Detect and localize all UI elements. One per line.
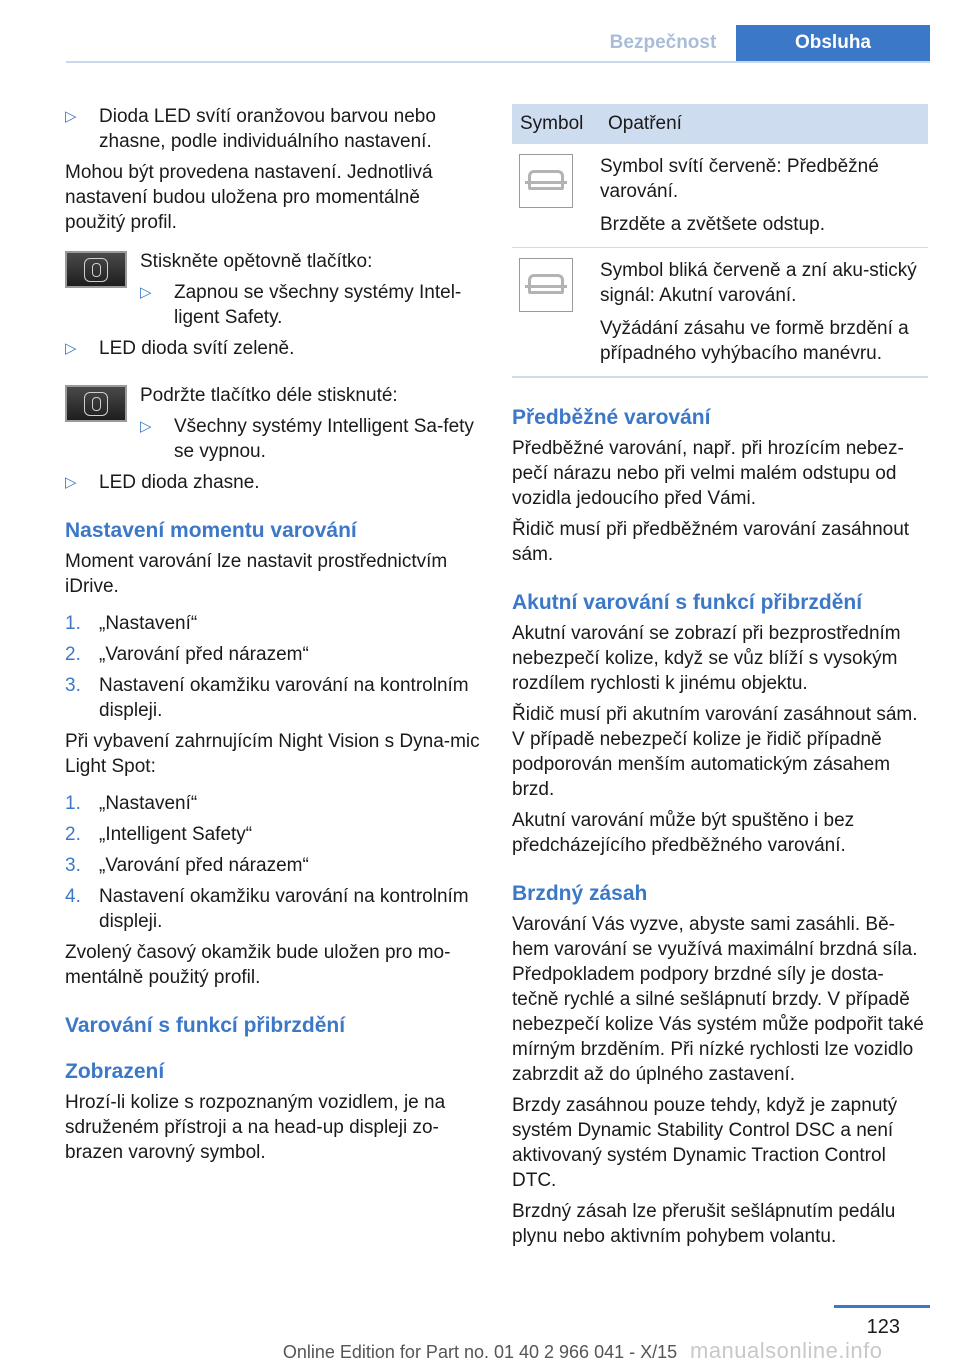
table-header <box>512 104 928 144</box>
column-header-opatreni: Opatření <box>608 113 682 134</box>
paragraph: Hrozí-li kolize s rozpoznaným vozidlem, je na sdruženém přístroji a na head-up displeji zo-brazen varovný symbol. <box>65 1092 446 1163</box>
section-heading: Akutní varování s funkcí přibrzdění <box>512 591 863 614</box>
tab-bezpecnost: Bezpečnost <box>609 32 717 53</box>
list-number: 4. <box>65 886 81 907</box>
section-heading: Zobrazení <box>65 1060 165 1083</box>
triangle-bullet-icon: ▷ <box>140 284 152 301</box>
symbol-table <box>512 104 928 378</box>
paragraph: Akutní varování se zobrazí při bezprostředním nebezpečí kolize, když se vůz blíží s vysokým rozdílem rychlosti k jinému objektu. <box>512 623 901 694</box>
list-text: „Varování před nárazem“ <box>99 855 309 876</box>
paragraph: Brzdný zásah lze přerušit sešlápnutím pedálu plynu nebo aktivním pohybem volantu. <box>512 1201 896 1247</box>
paragraph: Mohou být provedena nastavení. Jednotlivá nastavení budou uložena pro momentálně použitý profil. <box>65 162 433 233</box>
page-number: 123 <box>866 1316 900 1338</box>
paragraph: Akutní varování může být spuštěno i bez předcházejícího předběžného varování. <box>512 810 855 856</box>
bullet-item: ▷ LED dioda svítí zeleně. <box>65 338 295 359</box>
edition-footer: Online Edition for Part no. 01 40 2 966 041 - X/15 <box>282 1342 678 1362</box>
list-item <box>65 611 480 636</box>
list-item <box>65 822 480 847</box>
section-heading: Nastavení momentu varování <box>65 519 357 542</box>
paragraph: Předběžné varování, např. při hrozícím nebez-pečí nárazu nebo při velmi malém odstupu od vozidla jedoucího před Vámi. <box>512 438 904 509</box>
numbered-list <box>65 791 480 934</box>
list-text: „Nastavení“ <box>99 793 198 814</box>
table-row: Symbol bliká červeně a zní aku-stický signál: Akutní varování. Vyžádání zásahu ve formě brzdění a případného vyhýbacího manévru. <box>512 248 928 378</box>
bullet-item: ▷ LED dioda zhasne. <box>65 472 260 493</box>
list-item <box>65 853 480 878</box>
safety-button-image <box>65 385 127 422</box>
header-rule <box>66 61 930 63</box>
intelligent-safety-icon <box>84 258 108 282</box>
paragraph: Moment varování lze nastavit prostřednictvím iDrive. <box>65 551 448 597</box>
button-instruction: Stiskněte opětovně tlačítko: ▷ Zapnou se všechny systémy Intel-ligent Safety. <box>65 249 480 330</box>
paragraph: Při vybavení zahrnujícím Night Vision s Dyna-mic Light Spot: <box>65 731 480 777</box>
button-instruction: Podržte tlačítko déle stisknuté: ▷ Všechny systémy Intelligent Sa-fety se vypnou. <box>65 383 480 464</box>
bullet-item: ▷ Dioda LED svítí oranžovou barvou nebo zhasne, podle individuálního nastavení. <box>65 106 436 152</box>
list-item <box>65 642 480 667</box>
list-number: 3. <box>65 855 81 876</box>
paragraph: Řidič musí při akutním varování zasáhnout sám. V případě nebezpečí kolize je řidič případně podporován menším automatickým zásahem brzd. <box>512 704 918 800</box>
list-number: 1. <box>65 793 81 814</box>
triangle-bullet-icon: ▷ <box>65 340 77 357</box>
list-text: Nastavení okamžiku varování na kontrolním displeji. <box>99 675 469 721</box>
list-number: 1. <box>65 613 81 634</box>
list-number: 2. <box>65 824 81 845</box>
intelligent-safety-icon <box>84 392 108 416</box>
car-warning-symbol-icon <box>519 154 573 208</box>
tab-obsluha: Obsluha <box>736 25 930 63</box>
section-heading: Předběžné varování <box>512 406 711 429</box>
list-item <box>65 791 480 816</box>
safety-button-image <box>65 251 127 288</box>
paragraph: Brzdy zasáhnou pouze tehdy, když je zapnutý systém Dynamic Stability Control DSC a není aktivovaný systém Dynamic Traction Control DTC. <box>512 1095 898 1191</box>
list-number: 3. <box>65 675 81 696</box>
list-text: „Intelligent Safety“ <box>99 824 253 845</box>
chapter-heading: Varování s funkcí přibrzdění <box>65 1014 346 1037</box>
bullet-item: ▷ Všechny systémy Intelligent Sa-fety se vypnou. <box>140 416 474 462</box>
paragraph: Zvolený časový okamžik bude uložen pro mo-mentálně použitý profil. <box>65 942 451 988</box>
list-item <box>65 673 480 723</box>
right-column <box>512 104 928 1255</box>
section-heading: Brzdný zásah <box>512 882 648 905</box>
triangle-bullet-icon: ▷ <box>65 108 77 125</box>
paragraph: Varování Vás vyzve, abyste sami zasáhli. Bě-hem varování se využívá maximální brzdná síla. Předpokladem podpory brzdné síly je dosta-tečně rychlé a silné sešlápnutí brzdy. V případě nebezpečí kolize Vás systém může podpořit také mírným brzděním. Při nízké rychlosti lze vozidlo zabrzdit až do úplného zastavení. <box>512 914 924 1085</box>
list-item <box>65 884 480 934</box>
list-text: „Varování před nárazem“ <box>99 644 309 665</box>
watermark: manualsonline.info <box>690 1338 883 1363</box>
numbered-list <box>65 611 480 723</box>
column-header-symbol: Symbol <box>520 113 584 134</box>
footer-rule <box>834 1305 930 1308</box>
car-warning-symbol-icon <box>519 258 573 312</box>
list-text: Nastavení okamžiku varování na kontrolním displeji. <box>99 886 469 932</box>
list-text: „Nastavení“ <box>99 613 198 634</box>
triangle-bullet-icon: ▷ <box>140 418 152 435</box>
list-number: 2. <box>65 644 81 665</box>
triangle-bullet-icon: ▷ <box>65 474 77 491</box>
paragraph: Řidič musí při předběžném varování zasáhnout sám. <box>512 519 910 565</box>
bullet-item: ▷ Zapnou se všechny systémy Intel-ligent Safety. <box>140 282 462 328</box>
table-row: Symbol svítí červeně: Předběžné varování. Brzděte a zvětšete odstup. <box>512 144 928 248</box>
left-column <box>65 104 480 1171</box>
